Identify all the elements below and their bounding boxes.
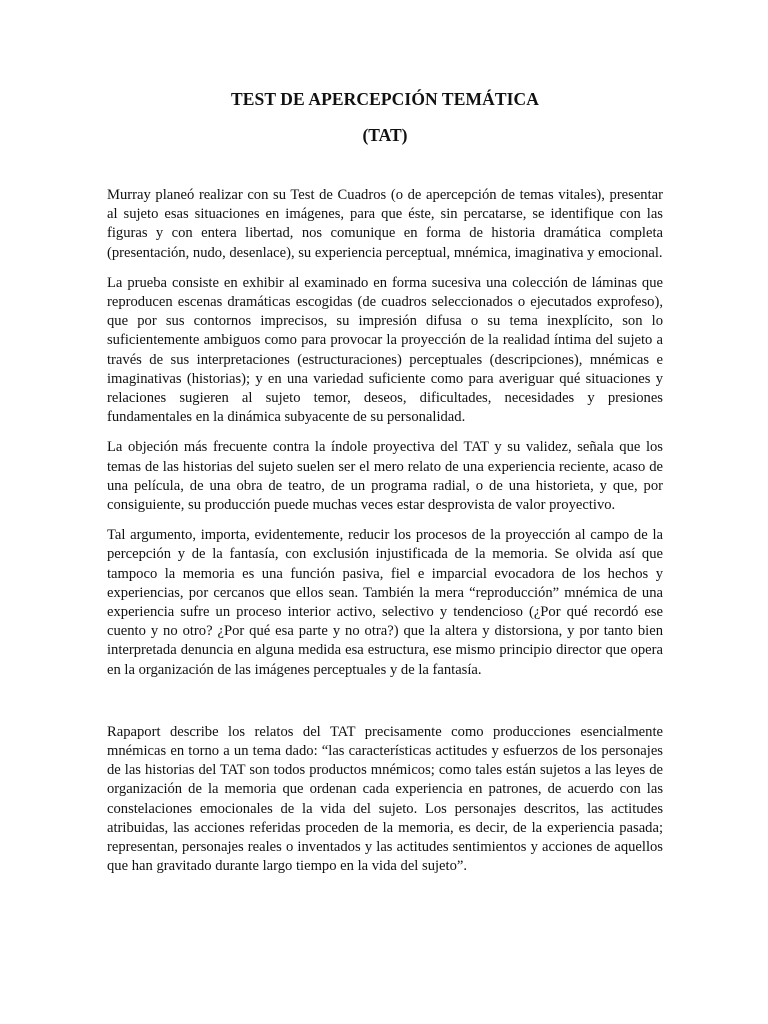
document-page bbox=[107, 88, 663, 877]
paragraph-argumento: Tal argumento, importa, evidentemente, reducir los procesos de la proyección al campo de la percepción y de la fantasía, con exclusión injustificada de la memoria. Se olvida así que tampoco la memoria es una función pasiva, fiel e imparcial evocadora de los hechos y experiencias, por cercanos que ellos sean. También la mera “reproducción” mnémica de una experiencia sufre un proceso interior activo, selectivo y tendencioso (¿Por qué recordó ese cuento y no otro? ¿Por qué esa parte y no otra?) que la altera y distorsiona, y por tanto bien interpretada denuncia en alguna medida esa estructura, ese mismo principio director que opera en la organización de las imágenes perceptuales y de la fantasía. bbox=[107, 527, 663, 678]
paragraph-objecion: La objeción más frecuente contra la índole proyectiva del TAT y su validez, señala que los temas de las historias del sujeto suelen ser el mero relato de una experiencia reciente, acaso de una película, de una obra de teatro, de un programa radial, o de una historieta, y que, por consiguiente, su producción puede muchas veces estar desprovista de valor proyectivo. bbox=[107, 439, 663, 514]
paragraph-prueba: La prueba consiste en exhibir al examinado en forma sucesiva una colección de láminas que reproducen escenas dramáticas escogidas (de cuadros seleccionados o ejecutados exprofeso), que por sus contornos imprecisos, su impresión difusa o su tema inexplícito, son lo suficientemente ambiguos como para provocar la proyección de la realidad íntima del sujeto a través de sus interpretaciones (estructuraciones) perceptuales (descripciones), mnémicas e imaginativas (historias); y en una variedad suficiente como para averiguar qué situaciones y relaciones sugieren al sujeto temor, deseos, dificultades, necesidades y presiones fundamentales en la dinámica subyacente de su personalidad. bbox=[107, 274, 663, 426]
document-subtitle: (TAT) bbox=[362, 125, 408, 145]
paragraph-rapaport: Rapaport describe los relatos del TAT precisamente como producciones esencialmente mnémicas en torno a un tema dado: “las características actitudes y esfuerzos de los personajes de las historias del TAT son todos productos mnémicos; como tales están sujetos a las leyes de organización de la memoria que ordenan cada experiencia en patrones, de acuerdo con las constelaciones emocionales de la vida del sujeto. Los personajes descritos, las actitudes atribuidas, las acciones referidas proceden de la memoria, es decir, de la experiencia pasada; representan, personajes reales o inventados y las actitudes sentimientos y acciones de aquellos que han gravitado durante largo tiempo en la vida del sujeto”. bbox=[107, 723, 663, 875]
paragraph-murray: Murray planeó realizar con su Test de Cuadros (o de apercepción de temas vitales), presentar al sujeto esas situaciones en imágenes, para que éste, sin percatarse, se identifique con las figuras y con entera libertad, nos comunique en forma de historia dramática completa (presentación, nudo, desenlace), su experiencia perceptual, mnémica, imaginativa y emocional. bbox=[107, 187, 663, 261]
document-title: TEST DE APERCEPCIÓN TEMÁTICA bbox=[231, 89, 539, 109]
